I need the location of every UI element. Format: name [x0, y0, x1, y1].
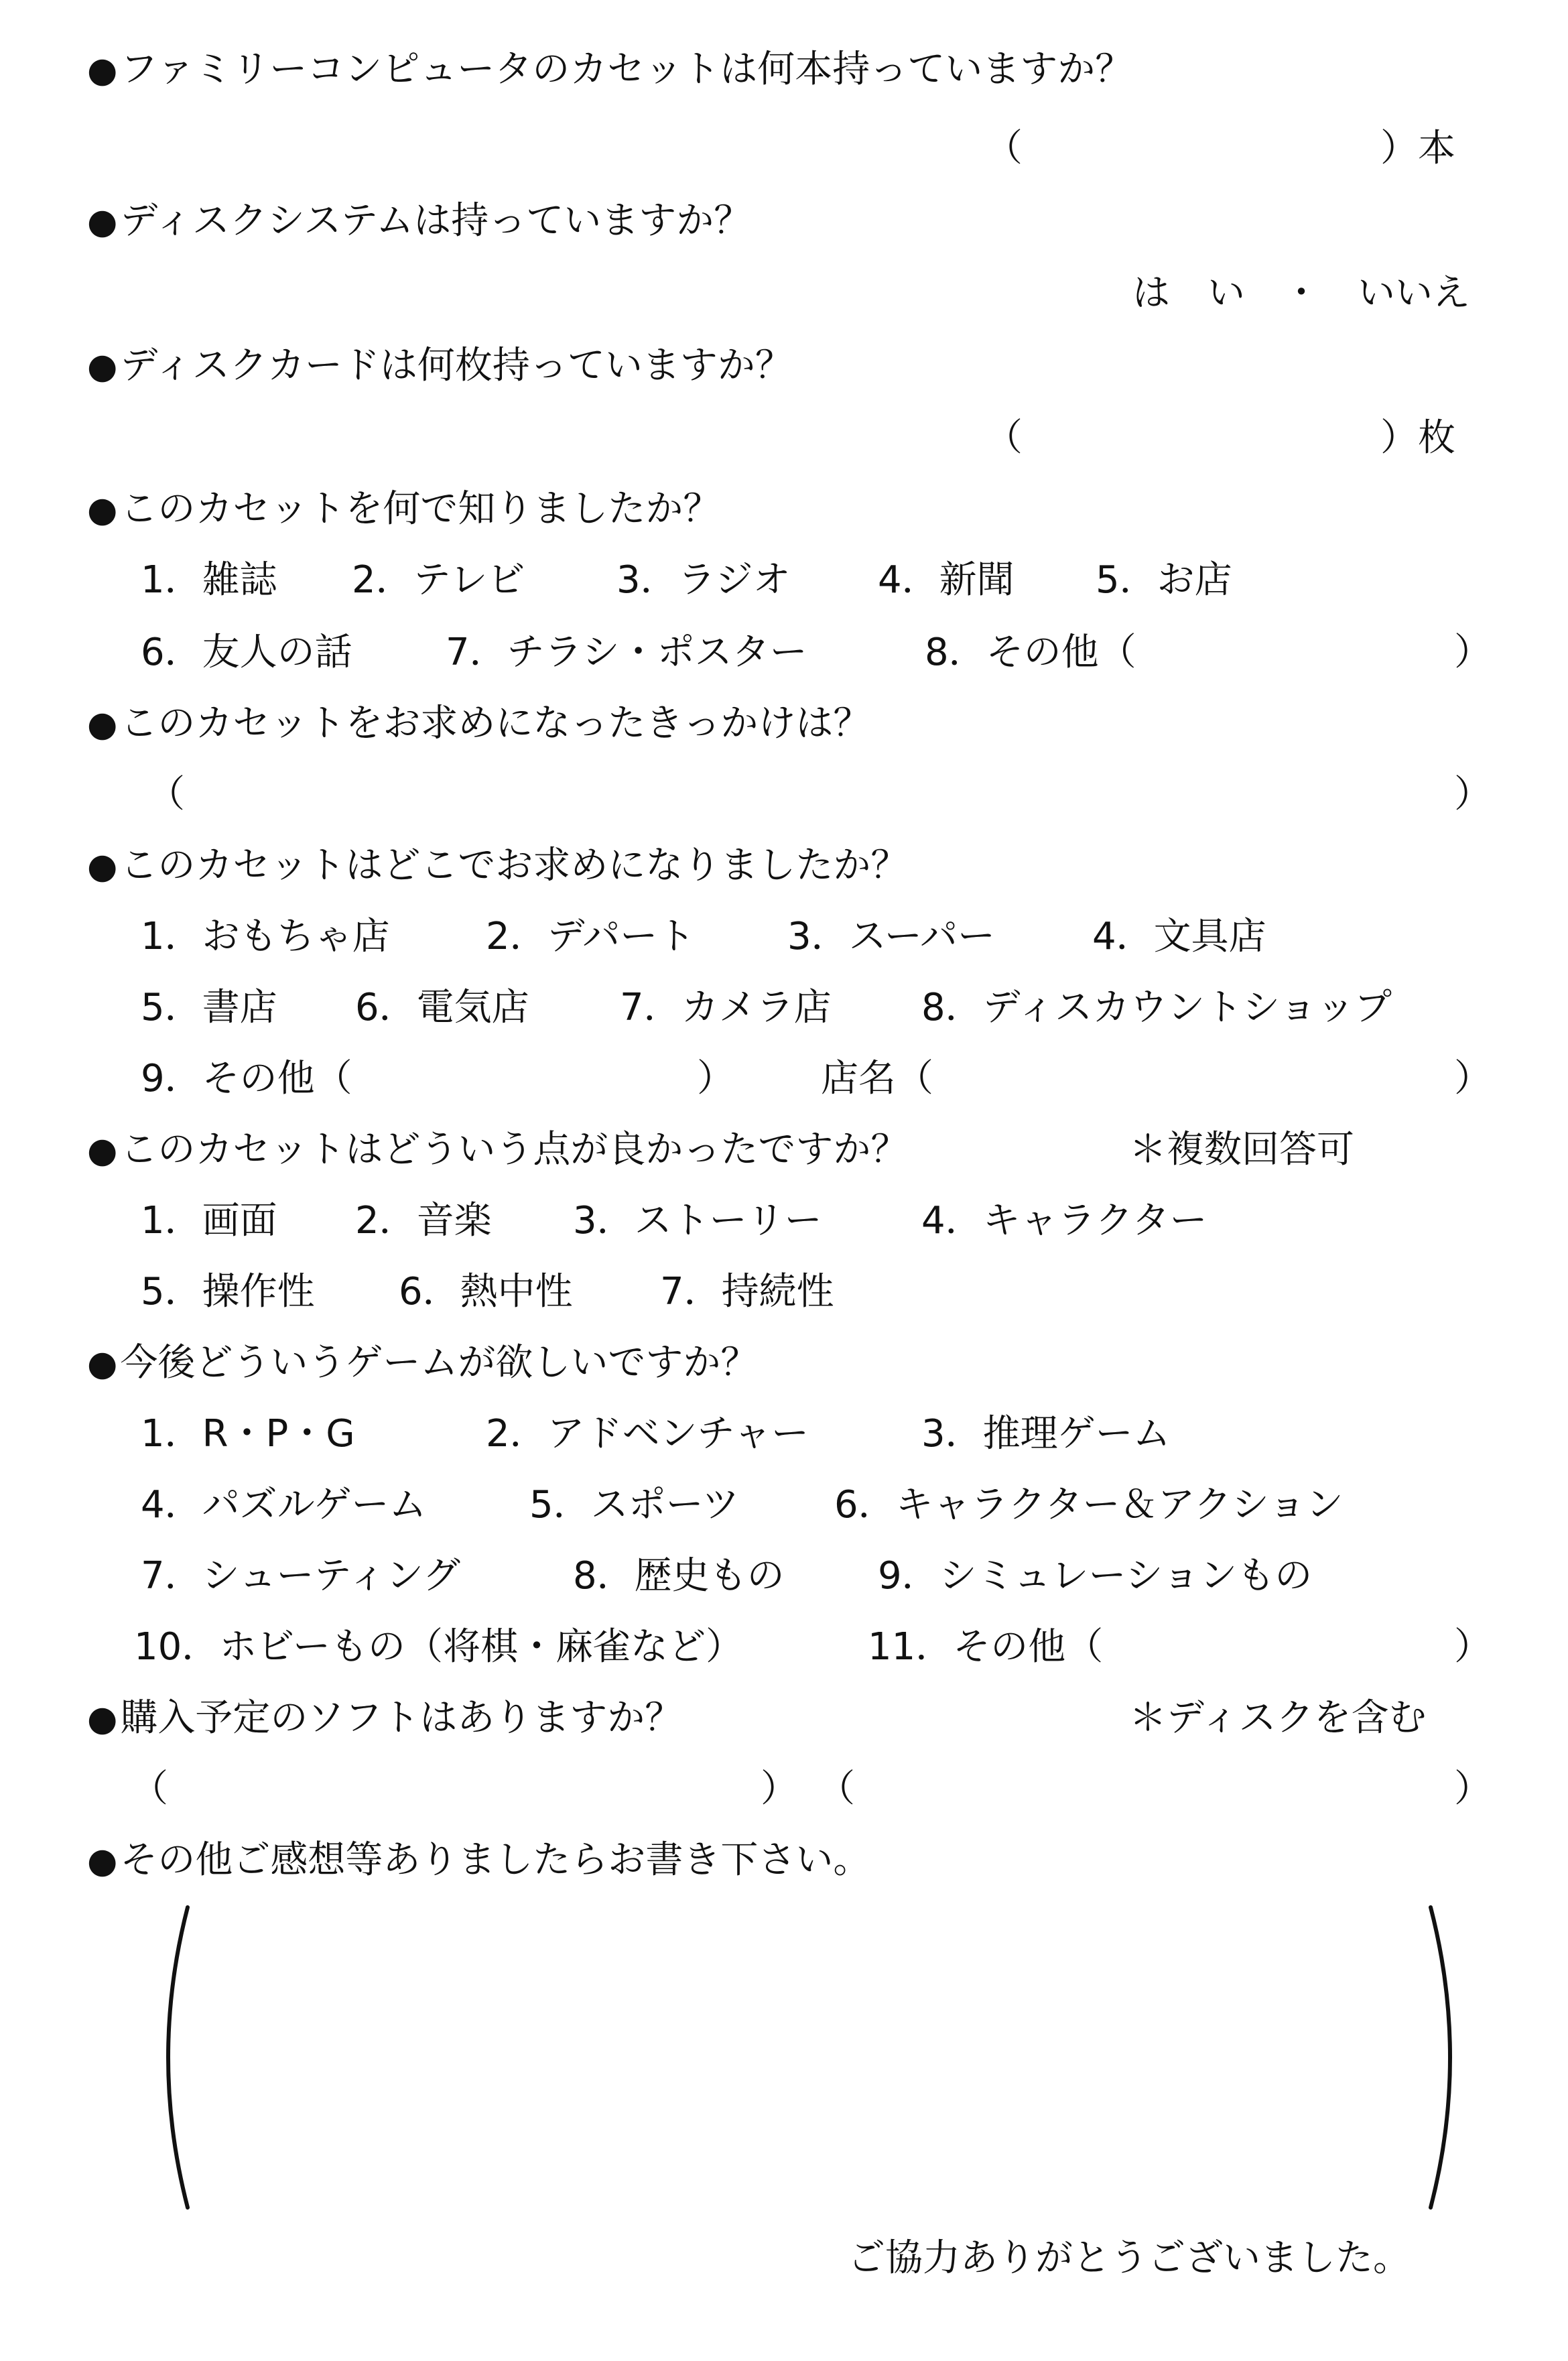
option-item[interactable]: 2．アドベンチャー [486, 1412, 809, 1456]
close-paren: ） [1454, 1057, 1492, 1100]
option-item[interactable]: 4．パズルゲーム [141, 1483, 427, 1527]
bullet-icon: ● [87, 1344, 118, 1384]
option-item[interactable]: 10．ホビーもの（将棋・麻雀など） [134, 1625, 744, 1669]
option-item[interactable]: 5．スポーツ [529, 1483, 740, 1527]
option-item[interactable]: 4．キャラクター [921, 1199, 1207, 1242]
answer-close-paren-unit: ）本 [1380, 127, 1455, 170]
options-row [0, 1620, 1568, 1674]
options-row [0, 910, 1568, 964]
answer-open-paren: （ [985, 416, 1023, 460]
option-item[interactable]: 2．音楽 [355, 1199, 492, 1242]
close-paren: ） [1454, 1625, 1492, 1669]
question-text: ファミリーコンピュータのカセットは何本持っていますか？ [120, 48, 1133, 91]
option-item[interactable]: 8．ディスカウントショップ [921, 986, 1392, 1029]
option-item[interactable]: 5．お店 [1096, 558, 1232, 602]
yes-no-choice[interactable]: は い ・ いいえ [1132, 271, 1470, 315]
option-item[interactable]: 2．テレビ [352, 558, 525, 602]
open-paren: （ [147, 773, 185, 816]
options-row [0, 554, 1568, 607]
option-item[interactable]: 6．友人の話 [141, 631, 352, 674]
option-item[interactable]: 4．新聞 [878, 558, 1015, 602]
multiple-answers-note: ＊複数回答可 [1129, 1128, 1354, 1171]
question-cartridge-count [0, 43, 1568, 97]
close-paren: ） [1454, 773, 1492, 816]
option-item[interactable]: 5．書店 [141, 986, 277, 1029]
question-text: 購入予定のソフトはありますか？ [120, 1696, 683, 1740]
option-item[interactable]: 7．シューティング [141, 1554, 460, 1598]
options-row [0, 1407, 1568, 1461]
options-row [0, 626, 1568, 680]
option-item[interactable]: 6．電気店 [355, 986, 529, 1029]
bullet-icon: ● [87, 50, 118, 90]
option-item-other[interactable]: 9．その他（ [141, 1057, 352, 1100]
close-paren: ） [761, 1767, 798, 1811]
question-where-bought [0, 839, 1568, 893]
question-text: ディスクカードは何枚持っていますか？ [120, 344, 793, 387]
comment-box-right-paren [1417, 1903, 1471, 2212]
option-item-other[interactable]: 11．その他（ [868, 1625, 1104, 1669]
question-good-points [0, 1123, 1568, 1177]
thanks-text: ご協力ありがとうございました。 [848, 2236, 1411, 2280]
option-item-other[interactable]: 8．その他（ [925, 631, 1136, 674]
question-text: ディスクシステムは持っていますか？ [120, 199, 752, 243]
question-text: このカセットをお求めになったきっかけは？ [120, 702, 871, 745]
option-item[interactable]: 6．熱中性 [399, 1270, 573, 1314]
option-item[interactable]: 3．ストーリー [573, 1199, 822, 1242]
answer-close-paren-unit: ）枚 [1380, 416, 1455, 460]
shop-name-label[interactable]: 店名（ [821, 1057, 933, 1100]
option-item[interactable]: 5．操作性 [141, 1270, 315, 1314]
question-text: このカセットはどこでお求めになりましたか？ [120, 844, 909, 887]
answer-disk-card-count [0, 411, 1568, 465]
option-item[interactable]: 7．チラシ・ポスター [446, 631, 807, 674]
open-paren: （ [131, 1767, 168, 1811]
bullet-icon: ● [87, 202, 118, 242]
options-row [0, 1549, 1568, 1603]
options-row [0, 1265, 1568, 1319]
option-item[interactable]: 6．キャラクター＆アクション [834, 1483, 1344, 1527]
question-text: 今後どういうゲームが欲しいですか？ [120, 1341, 759, 1385]
answer-yes-no[interactable] [0, 267, 1568, 320]
option-item[interactable]: 1．R・P・G [141, 1412, 355, 1456]
option-item[interactable]: 7．カメラ店 [620, 986, 832, 1029]
answer-planned-purchase[interactable] [0, 1763, 1568, 1816]
open-paren: （ [818, 1767, 855, 1811]
question-text: その他ご感想等ありましたらお書き下さい。 [120, 1838, 871, 1882]
bullet-icon: ● [87, 490, 118, 530]
bullet-icon: ● [87, 346, 118, 387]
option-item[interactable]: 3．推理ゲーム [921, 1412, 1171, 1456]
close-paren: ） [1454, 1767, 1492, 1811]
option-item[interactable]: 7．持続性 [660, 1270, 834, 1314]
bullet-icon: ● [87, 1131, 118, 1171]
bullet-icon: ● [87, 846, 118, 887]
question-how-known [0, 483, 1568, 536]
option-item[interactable]: 1．おもちゃ店 [141, 915, 390, 958]
answer-open-paren: （ [985, 127, 1023, 170]
options-row [0, 1478, 1568, 1532]
comment-box-left-paren [147, 1903, 201, 2212]
option-item[interactable]: 3．ラジオ [616, 558, 791, 602]
question-planned-purchase [0, 1692, 1568, 1745]
thanks-line [0, 2232, 1568, 2285]
includes-disk-note: ＊ディスクを含む [1129, 1696, 1427, 1740]
question-text: このカセットを何で知りましたか？ [120, 487, 721, 531]
question-disk-card-count [0, 339, 1568, 393]
close-paren: ） [697, 1057, 734, 1100]
question-wanted-games [0, 1336, 1568, 1390]
option-item[interactable]: 4．文具店 [1092, 915, 1266, 958]
close-paren: ） [1454, 631, 1492, 674]
question-purchase-reason [0, 697, 1568, 751]
option-item[interactable]: 9．シミュレーションもの [878, 1554, 1313, 1598]
options-row [0, 1052, 1568, 1106]
question-text: このカセットはどういう点が良かったですか？ [120, 1128, 909, 1171]
option-item[interactable]: 1．雑誌 [141, 558, 277, 602]
question-comments [0, 1834, 1568, 1887]
option-item[interactable]: 3．スーパー [787, 915, 996, 958]
options-row [0, 1194, 1568, 1248]
options-row [0, 981, 1568, 1035]
question-disk-system [0, 194, 1568, 248]
option-item[interactable]: 8．歴史もの [573, 1554, 785, 1598]
bullet-icon: ● [87, 704, 118, 745]
option-item[interactable]: 1．画面 [141, 1199, 277, 1242]
answer-purchase-reason[interactable] [0, 768, 1568, 822]
bullet-icon: ● [87, 1699, 118, 1739]
bullet-icon: ● [87, 1841, 118, 1881]
option-item[interactable]: 2．デパート [486, 915, 696, 958]
answer-cartridge-count [0, 122, 1568, 176]
